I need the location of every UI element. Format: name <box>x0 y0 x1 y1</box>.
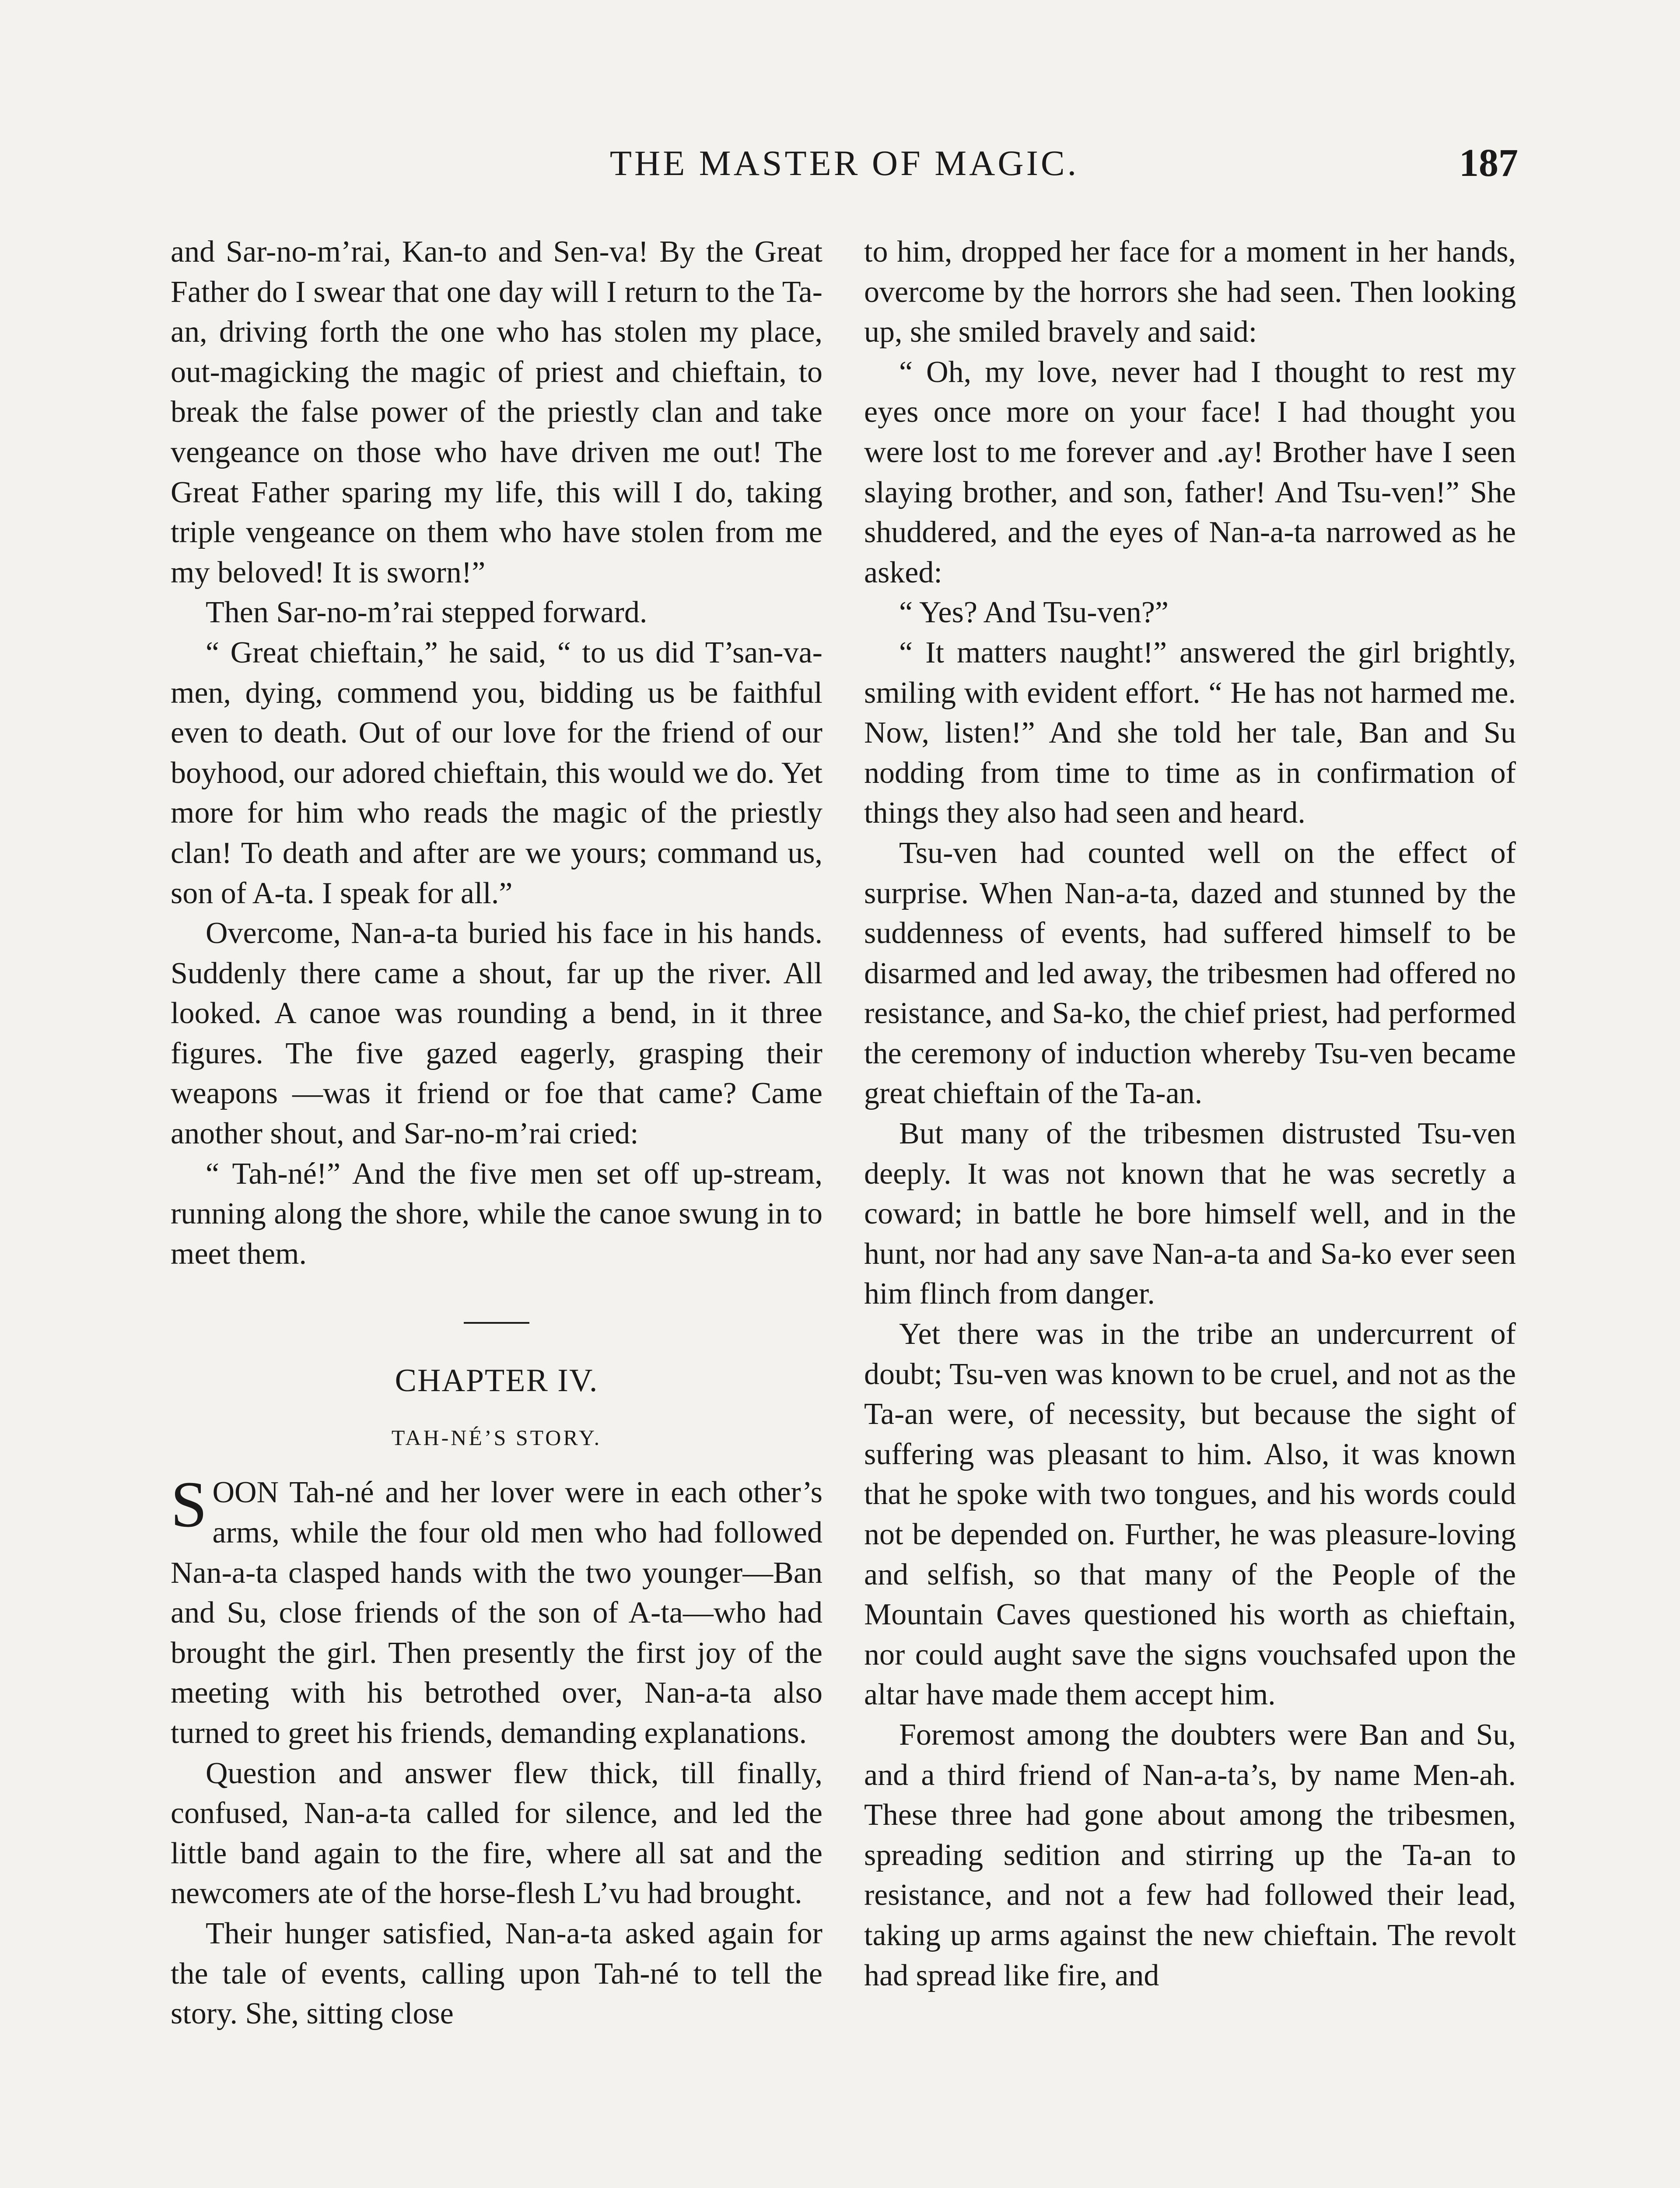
paragraph: But many of the tribesmen distrusted Tsu-ven deeply. It was not known that he was secretly a coward; in battle he bore himself well, and in the hunt, nor had any save Nan-a-ta and Sa-ko ever seen him flinch from danger. <box>864 1117 1516 1311</box>
drop-cap: S <box>171 1468 207 1541</box>
paragraph: Question and answer flew thick, till finally, confused, Nan-a-ta called for silence, and led the little band again to the fire, where all sat and the newcomers ate of the horse-flesh L’vu had brought. <box>171 1756 822 1911</box>
paragraph: “ Great chieftain,” he said, “ to us did T’san-va-men, dying, commend you, bidding us be faithful even to death. Out of our love for the friend of our boyhood, our adored chieftain, this would we do. Yet more for him who reads the magic of the priestly clan! To death and after are we yours; command us, son of A-ta. I speak for all.” <box>171 635 822 910</box>
chapter-subtitle: TAH-NÉ’S STORY. <box>391 1425 602 1450</box>
page-number: 187 <box>1459 141 1518 185</box>
paragraph: and Sar-no-m’rai, Kan-to and Sen-va! By the Great Father do I swear that one day will I return to the Ta-an, driving forth the one who has stolen my place, out-magicking the magic of priest and chieftain, to break the false power of the priestly clan and take vengeance on those who have driven me out! The Great Father sparing my life, this will I do, taking triple vengeance on them who have stolen from me my beloved! It is sworn!” <box>171 235 822 589</box>
paragraph: “ Oh, my love, never had I thought to rest my eyes once more on your face! I had thought you were lost to me forever and .ay! Brother have I seen slaying brother, and son, father! And Tsu-ven!” She shuddered, and the eyes of Nan-a-ta narrowed as he asked: <box>864 355 1516 589</box>
running-title: THE MASTER OF MAGIC. <box>609 143 1079 183</box>
right-column <box>864 232 1516 1995</box>
chapter-title: CHAPTER IV. <box>395 1363 598 1399</box>
paragraph-text: OON Tah-né and her lover were in each other’s arms, while the four old men who had followed Nan-a-ta clasped hands with the two younger—Ban and Su, close friends of the son of A-ta—who had brought the girl. Then presently the first joy of the meeting with his betrothed over, Nan-a-ta also turned to greet his friends, demanding explanations. <box>171 1476 822 1750</box>
section-divider <box>464 1322 529 1324</box>
paragraph: Their hunger satisfied, Nan-a-ta asked again for the tale of events, calling upon Tah-né to tell the story. She, sitting close <box>171 1916 822 2031</box>
paragraph: Overcome, Nan-a-ta buried his face in his hands. Suddenly there came a shout, far up the river. All looked. A canoe was rounding a bend, in it three figures. The five gazed eagerly, grasping their weapons —was it friend or foe that came? Came another shout, and Sar-no-m’rai cried: <box>171 916 822 1151</box>
paragraph: Then Sar-no-m’rai stepped forward. <box>206 596 648 630</box>
page-header <box>171 139 1518 192</box>
paragraph: “ Tah-né!” And the five men set off up-stream, running along the shore, while the canoe swung in to meet them. <box>171 1157 822 1271</box>
paragraph: Foremost among the doubters were Ban and Su, and a third friend of Nan-a-ta’s, by name Men-ah. These three had gone about among the tribesmen, spreading sedition and stirring up the Ta-an to resistance, and not a few had followed their lead, taking up arms against the new chieftain. The revolt had spread like fire, and <box>864 1718 1516 1992</box>
left-column <box>171 232 822 2034</box>
paragraph: “ It matters naught!” answered the girl brightly, smiling with evident effort. “ He has not harmed me. Now, listen!” And she told her tale, Ban and Su nodding from time to time as in confirmation of things they also had seen and heard. <box>864 635 1516 830</box>
paragraph: to him, dropped her face for a moment in her hands, overcome by the horrors she had seen. Then looking up, she smiled bravely and said: <box>864 235 1516 349</box>
paragraph: Yet there was in the tribe an undercurrent of doubt; Tsu-ven was known to be cruel, and not as the Ta-an were, of necessity, but because the sight of suffering was pleasant to him. Also, it was known that he spoke with two tongues, and his words could not be depended on. Further, he was pleasure-loving and selfish, so that many of the People of the Mountain Caves questioned his worth as chieftain, nor could aught save the signs vouchsafed upon the altar have made them accept him. <box>864 1317 1516 1712</box>
paragraph: “ Yes? And Tsu-ven?” <box>899 596 1169 630</box>
chapter-opening-paragraph <box>171 1468 822 1753</box>
paragraph: Tsu-ven had counted well on the effect of surprise. When Nan-a-ta, dazed and stunned by the suddenness of events, had suffered himself to be disarmed and led away, the tribesmen had offered no resistance, and Sa-ko, the chief priest, had performed the ceremony of induction whereby Tsu-ven became great chieftain of the Ta-an. <box>864 836 1516 1111</box>
